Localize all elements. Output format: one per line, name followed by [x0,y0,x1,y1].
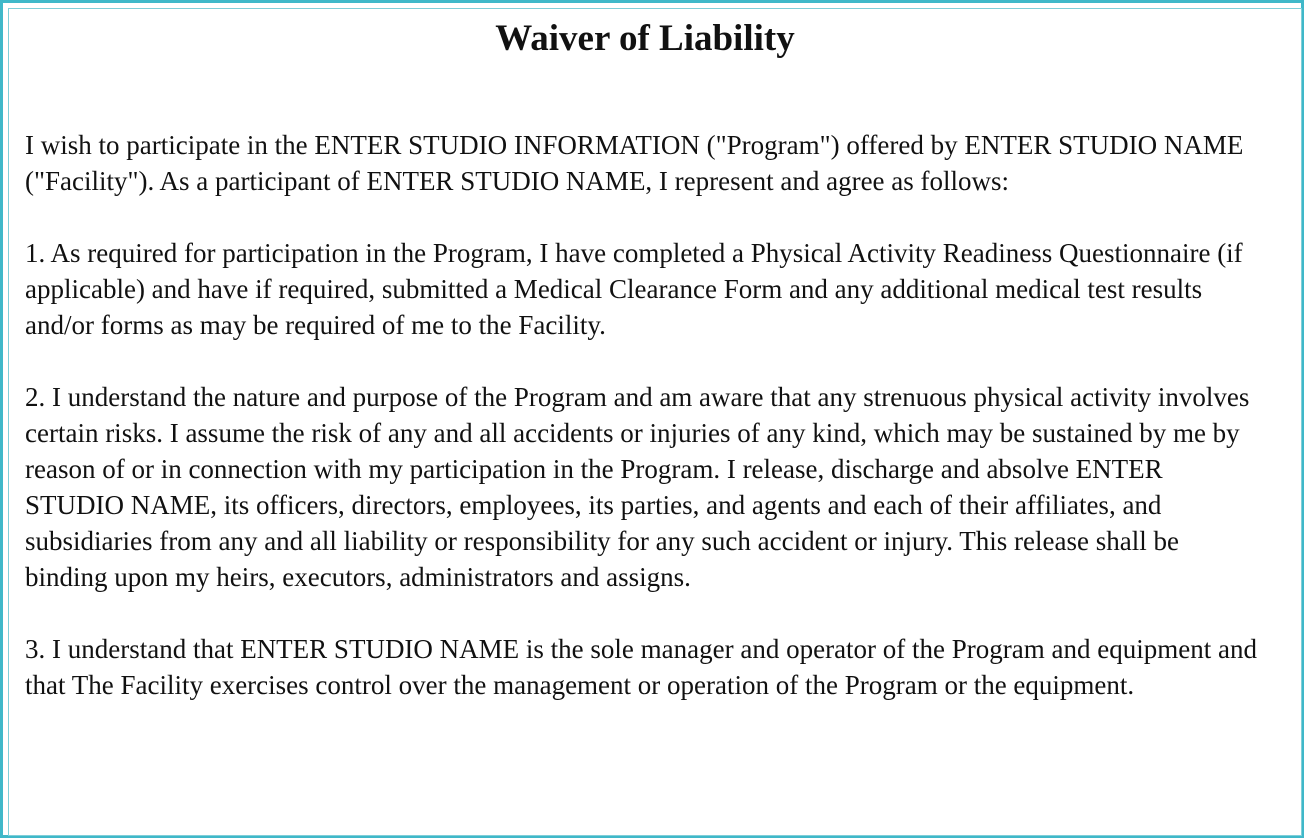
document-title: Waiver of Liability [495,18,795,59]
clause-3: 3. I understand that ENTER STUDIO NAME is the sole manager and operator of the Program and equipment and that The Facility exercises control over the management or operation of the Program or the equipment. [25,634,1257,700]
clause-2: 2. I understand the nature and purpose of the Program and am aware that any strenuous physical activity involves certain risks. I assume the risk of any and all accidents or injuries of any kind, which may be sustained by me by reason of or in connection with my participation in the Program. I release, discharge and absolve ENTER STUDIO NAME, its officers, directors, employees, its parties, and agents and each of their affiliates, and subsidiaries from any and all liability or responsibility for any such accident or injury. This release shall be binding upon my heirs, executors, administrators and assigns. [25,382,1250,592]
clause-1: 1. As required for participation in the Program, I have completed a Physical Activity Readiness Questionnaire (if applicable) and have if required, submitted a Medical Clearance Form and any additional medical test results and/or forms as may be required of me to the Facility. [25,238,1243,340]
intro-paragraph: I wish to participate in the ENTER STUDIO INFORMATION ("Program") offered by ENTER STUDIO NAME ("Facility"). As a participant of ENTER STUDIO NAME, I represent and agree as follows: [25,130,1244,196]
waiver-document [25,17,1265,703]
